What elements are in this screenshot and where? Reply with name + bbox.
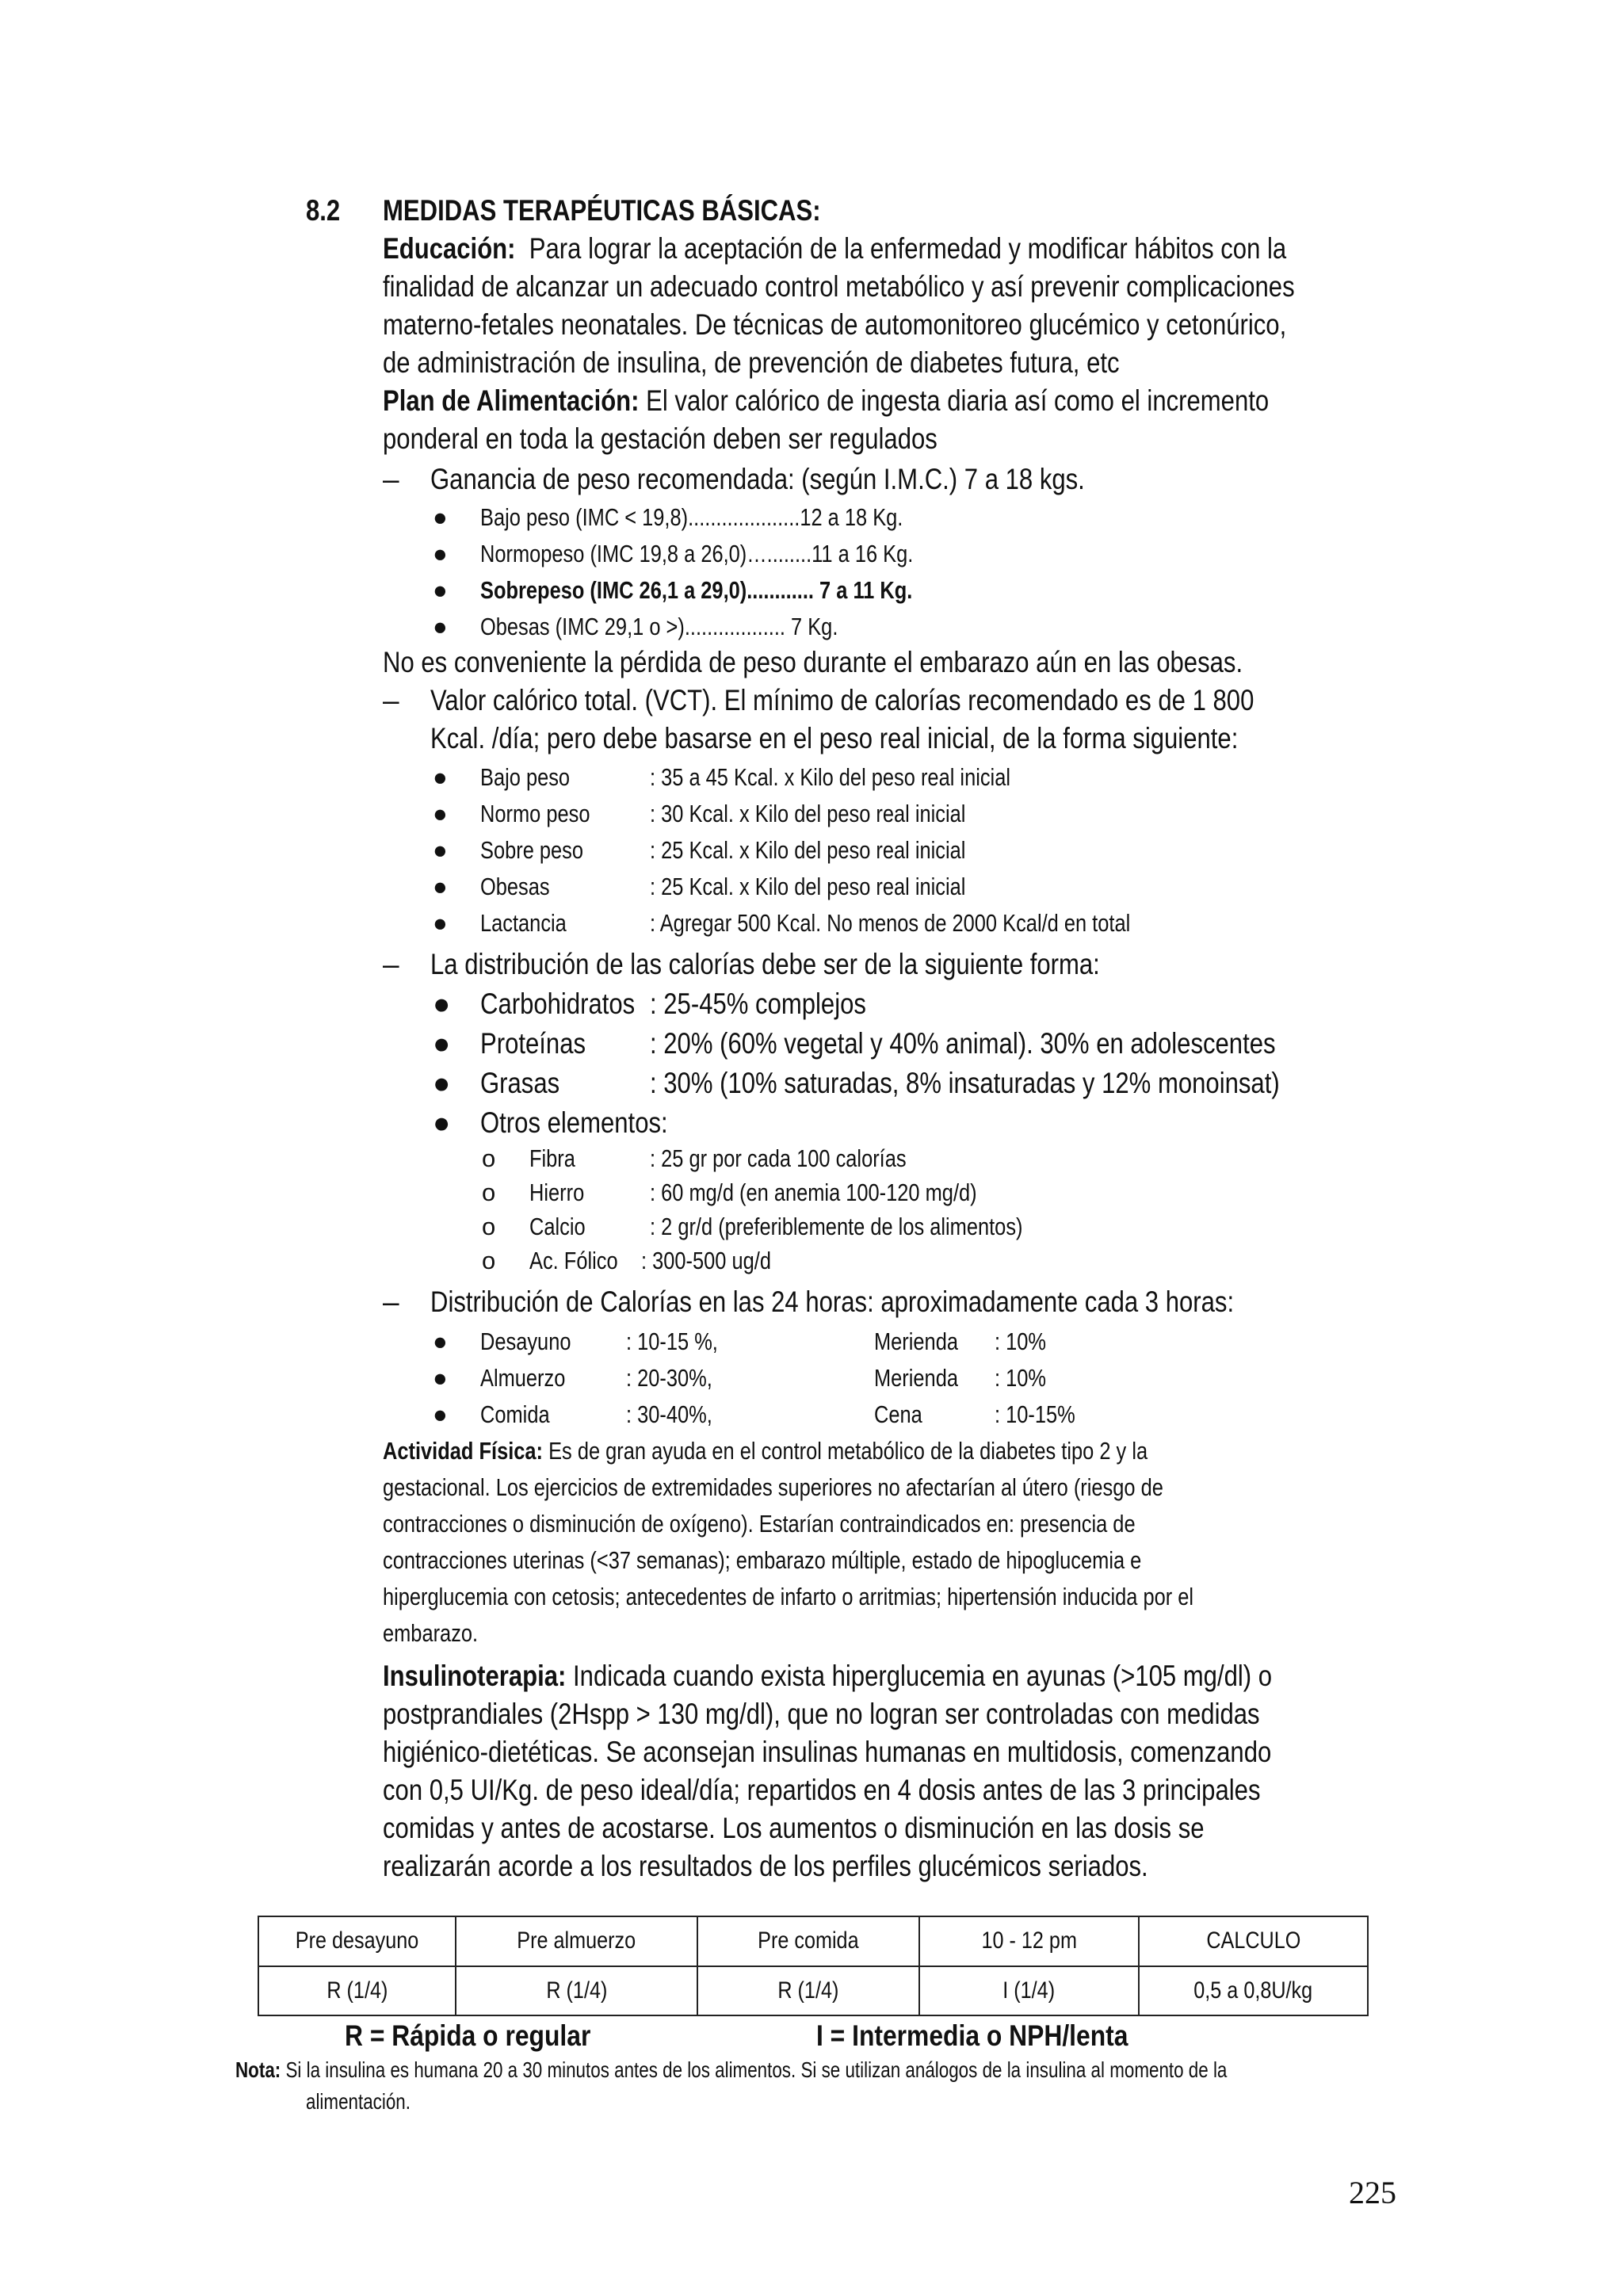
horas-snack: Merienda — [874, 1328, 958, 1355]
vct-item-name: Normo peso — [480, 800, 590, 827]
educacion-line-3: materno-fetales neonatales. De técnicas de automonitoreo glucémico y cetonúrico, — [383, 308, 1287, 341]
table-header-cell: CALCULO — [1139, 1916, 1368, 1966]
educacion-line-1: Educación: Para lograr la aceptación de la enfermedad y modificar hábitos con la — [383, 232, 1287, 265]
horas-meal-value: : 10-15 %, — [626, 1328, 718, 1355]
insulina-line-4: con 0,5 UI/Kg. de peso ideal/día; repartidos en 4 dosis antes de las 3 principales — [383, 1774, 1261, 1806]
insulina-line-2: postprandiales (2Hspp > 130 mg/dl), que no logran ser controladas con medidas — [383, 1698, 1260, 1730]
vct-item-name: Obesas — [480, 873, 550, 900]
circle-bullet-icon: o — [482, 1247, 496, 1274]
educacion-line-2: finalidad de alcanzar un adecuado control metabólico y así prevenir complicaciones — [383, 270, 1295, 303]
distribucion-item-name: Grasas — [480, 1067, 560, 1099]
horas-meal: Desayuno — [480, 1328, 571, 1355]
legend-i: I = Intermedia o NPH/lenta — [816, 2019, 1128, 2052]
distribucion-text: La distribución de las calorías debe ser de la siguiente forma: — [430, 948, 1100, 980]
actividad-line-4: contracciones uterinas (<37 semanas); embarazo múltiple, estado de hipoglucemia e — [383, 1546, 1142, 1574]
horas-meal: Almuerzo — [480, 1364, 566, 1392]
horas-dash: – — [383, 1286, 399, 1318]
horas-snack-value: : 10% — [995, 1328, 1047, 1355]
bullet-icon: ● — [433, 873, 448, 900]
actividad-line-6: embarazo. — [383, 1619, 479, 1647]
bullet-icon: ● — [433, 1364, 448, 1392]
distribucion-item-name: Proteínas — [480, 1027, 586, 1060]
educacion-line-4: de administración de insulina, de prevención de diabetes futura, etc — [383, 346, 1120, 379]
ganancia-note: No es conveniente la pérdida de peso durante el embarazo aún en las obesas. — [383, 646, 1243, 678]
bullet-icon: ● — [433, 909, 448, 937]
bullet-icon: ● — [433, 763, 448, 791]
bullet-icon: ● — [433, 503, 448, 531]
subitem-name: Hierro — [529, 1179, 585, 1206]
distribucion-item-value: : 30% (10% saturadas, 8% insaturadas y 12% monoinsat) — [650, 1067, 1280, 1099]
vct-item-value: : 25 Kcal. x Kilo del peso real inicial — [650, 873, 966, 900]
section-number: 8.2 — [306, 194, 341, 227]
ganancia-item-normo: Normopeso (IMC 19,8 a 26,0)…........11 a 16 Kg. — [480, 540, 914, 567]
bullet-icon: ● — [433, 1106, 451, 1139]
distribucion-item-value: : 20% (60% vegetal y 40% animal). 30% en adolescentes — [650, 1027, 1276, 1060]
vct-item-value: : 35 a 45 Kcal. x Kilo del peso real inicial — [650, 763, 1010, 791]
table-cell: R (1/4) — [258, 1966, 456, 2016]
table-header-cell: 10 - 12 pm — [919, 1916, 1139, 1966]
vct-item-name: Bajo peso — [480, 763, 571, 791]
table-cell: R (1/4) — [456, 1966, 697, 2016]
horas-text: Distribución de Calorías en las 24 horas: aproximadamente cada 3 horas: — [430, 1286, 1235, 1318]
plan-line-1: Plan de Alimentación: El valor calórico de ingesta diaria así como el incremento — [383, 384, 1270, 417]
vct-line-1: Valor calórico total. (VCT). El mínimo de calorías recomendado es de 1 800 — [430, 684, 1254, 716]
ganancia-item-bajo: Bajo peso (IMC < 19,8)....................12 a 18 Kg. — [480, 503, 903, 531]
vct-line-2: Kcal. /día; pero debe basarse en el peso real inicial, de la forma siguiente: — [430, 722, 1239, 755]
subitem-value: : 300-500 ug/d — [641, 1247, 771, 1274]
insulin-schedule-table — [258, 1916, 1369, 2016]
horas-snack-value: : 10-15% — [995, 1400, 1075, 1428]
bullet-icon: ● — [433, 1067, 451, 1099]
subitem-value: : 2 gr/d (preferiblemente de los alimentos) — [650, 1213, 1023, 1240]
insulina-line-6: realizarán acorde a los resultados de los perfiles glucémicos seriados. — [383, 1850, 1148, 1882]
ganancia-item-sobre: Sobrepeso (IMC 26,1 a 29,0)............ 7 a 11 Kg. — [480, 576, 913, 604]
table-cell: I (1/4) — [919, 1966, 1139, 2016]
vct-item-name: Lactancia — [480, 909, 567, 937]
bullet-icon: ● — [433, 1027, 451, 1060]
ganancia-dash: – — [383, 463, 399, 495]
table-header-row — [258, 1916, 1368, 1966]
horas-meal-value: : 30-40%, — [626, 1400, 712, 1428]
circle-bullet-icon: o — [482, 1179, 496, 1206]
vct-dash: – — [383, 684, 399, 716]
subitem-value: : 60 mg/d (en anemia 100-120 mg/d) — [650, 1179, 977, 1206]
distribucion-item-name: Carbohidratos — [480, 988, 636, 1020]
table-cell: R (1/4) — [697, 1966, 919, 2016]
vct-item-value: : 30 Kcal. x Kilo del peso real inicial — [650, 800, 966, 827]
nota-label: Nota: — [235, 2057, 281, 2082]
vct-item-value: : 25 Kcal. x Kilo del peso real inicial — [650, 836, 966, 864]
table-header-cell: Pre desayuno — [258, 1916, 456, 1966]
nota-line-2: alimentación. — [306, 2089, 411, 2114]
circle-bullet-icon: o — [482, 1144, 496, 1172]
nota-line-1: Nota: Si la insulina es humana 20 a 30 minutos antes de los alimentos. Si se utilizan análogos de la insulina al momento de la — [235, 2057, 1228, 2082]
vct-item-value: : Agregar 500 Kcal. No menos de 2000 Kcal/d en total — [650, 909, 1131, 937]
horas-meal: Comida — [480, 1400, 550, 1428]
distribucion-dash: – — [383, 948, 399, 980]
bullet-icon: ● — [433, 988, 451, 1020]
subitem-name: Calcio — [529, 1213, 586, 1240]
bullet-icon: ● — [433, 1400, 448, 1428]
legend-r: R = Rápida o regular — [345, 2019, 591, 2052]
actividad-line-2: gestacional. Los ejercicios de extremidades superiores no afectarían al útero (riesgo de — [383, 1473, 1163, 1501]
bullet-icon: ● — [433, 576, 448, 604]
table-cell: 0,5 a 0,8U/kg — [1139, 1966, 1368, 2016]
insulina-label: Insulinoterapia: — [383, 1660, 567, 1692]
bullet-icon: ● — [433, 800, 448, 827]
actividad-line-1: Actividad Física: Es de gran ayuda en el control metabólico de la diabetes tipo 2 y la — [383, 1437, 1148, 1465]
horas-snack: Cena — [874, 1400, 922, 1428]
horas-snack-value: : 10% — [995, 1364, 1047, 1392]
table-header-cell: Pre comida — [697, 1916, 919, 1966]
ganancia-item-obesas: Obesas (IMC 29,1 o >).................. 7 Kg. — [480, 613, 838, 640]
circle-bullet-icon: o — [482, 1213, 496, 1240]
actividad-label: Actividad Física: — [383, 1437, 544, 1465]
page-number: 225 — [1349, 2175, 1396, 2210]
table-header-cell: Pre almuerzo — [456, 1916, 697, 1966]
table-row — [258, 1966, 1368, 2016]
insulina-line-1: Insulinoterapia: Indicada cuando exista hiperglucemia en ayunas (>105 mg/dl) o — [383, 1660, 1273, 1692]
bullet-icon: ● — [433, 540, 448, 567]
actividad-line-5: hiperglucemia con cetosis; antecedentes de infarto o arritmias; hipertensión inducida por el — [383, 1583, 1194, 1610]
subitem-name: Fibra — [529, 1144, 575, 1172]
section-title: MEDIDAS TERAPÉUTICAS BÁSICAS: — [383, 194, 821, 227]
plan-line-2: ponderal en toda la gestación deben ser regulados — [383, 422, 938, 455]
ganancia-text: Ganancia de peso recomendada: (según I.M.C.) 7 a 18 kgs. — [430, 463, 1085, 495]
bullet-icon: ● — [433, 1328, 448, 1355]
distribucion-item-name: Otros elementos: — [480, 1106, 668, 1139]
bullet-icon: ● — [433, 613, 448, 640]
horas-meal-value: : 20-30%, — [626, 1364, 712, 1392]
subitem-name: Ac. Fólico — [529, 1247, 618, 1274]
plan-label: Plan de Alimentación: — [383, 384, 640, 417]
bullet-icon: ● — [433, 836, 448, 864]
vct-item-name: Sobre peso — [480, 836, 584, 864]
distribucion-item-value: : 25-45% complejos — [650, 988, 866, 1020]
educacion-label: Educación: — [383, 232, 516, 265]
insulina-line-5: comidas y antes de acostarse. Los aumentos o disminución en las dosis se — [383, 1812, 1205, 1844]
actividad-line-3: contracciones o disminución de oxígeno). Estarían contraindicados en: presencia de — [383, 1510, 1136, 1538]
horas-snack: Merienda — [874, 1364, 958, 1392]
subitem-value: : 25 gr por cada 100 calorías — [650, 1144, 907, 1172]
insulina-line-3: higiénico-dietéticas. Se aconsejan insulinas humanas en multidosis, comenzando — [383, 1736, 1272, 1768]
